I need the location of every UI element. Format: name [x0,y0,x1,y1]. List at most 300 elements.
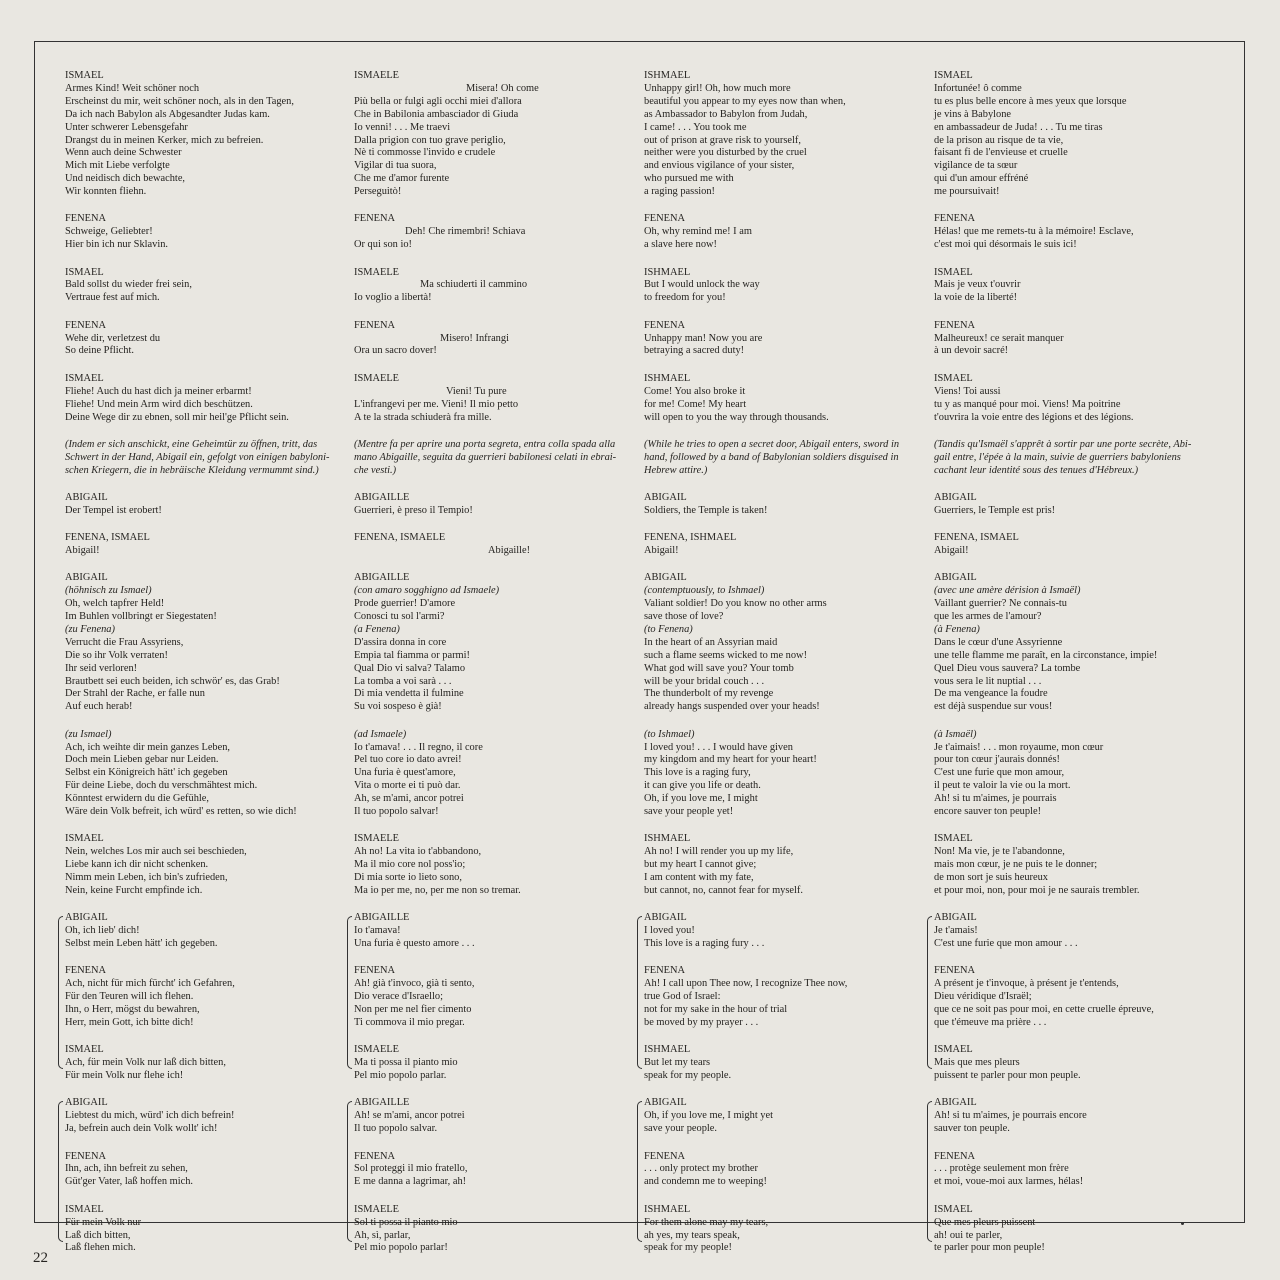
verse-line: but cannot, no, cannot fear for myself. [644,885,803,897]
speaker-name: ISMAEL [934,1203,973,1215]
ensemble-bracket [347,1101,352,1242]
libretto-block [934,1097,1202,1136]
verse-line: Doch mein Lieben gebar nur Leiden. [65,754,219,766]
verse-line: This love is a raging fury . . . [644,938,765,950]
verse-line: Io t'amava! [354,925,401,937]
libretto-block [354,532,622,558]
stage-direction: cachant leur identité sous des tenues d'Hébreux.) [934,464,1139,476]
libretto-block [644,833,912,898]
libretto-block [65,1151,333,1190]
verse-line: a raging passion! [644,186,715,198]
verse-line: que ce ne soit pas pour moi, en cette cruelle épreuve, [934,1004,1154,1016]
verse-line: Vaillant guerrier? Ne connais-tu [934,598,1068,610]
verse-line: speak for my people. [644,1070,732,1082]
verse-line: such a flame seems wicked to me now! [644,649,808,661]
libretto-block [644,373,912,425]
libretto-block [354,1097,622,1136]
speaker-name: ISHMAEL [644,1203,691,1215]
speaker-name: ISHMAEL [644,1044,691,1056]
speaker-name: ABIGAIL [65,1097,108,1109]
verse-line: Ach, für mein Volk nur laß dich bitten, [65,1057,226,1069]
verse-line: betraying a sacred duty! [644,345,745,357]
verse-line: faisant fi de l'envieuse et cruelle [934,147,1068,159]
verse-line: Könntest erwidern du die Gefühle, [65,793,209,805]
stage-direction: schen Kriegern, die in hebräische Kleidung vermummt sind.) [65,464,319,476]
verse-line: Herr, mein Gott, ich bitte dich! [65,1017,194,1029]
libretto-block [644,492,912,518]
speaker-name: ABIGAIL [65,491,108,503]
verse-line: already hangs suspended over your heads! [644,701,820,713]
speaker-name: FENENA [65,213,106,225]
speaker-name: ISMAEL [65,70,104,81]
libretto-block [65,373,333,425]
verse-line: Nein, welches Los mir auch sei beschieden, [65,846,247,858]
speaker-name: ISMAEL [65,266,104,278]
libretto-block [65,213,333,252]
verse-line: Drangst du in meinen Kerker, mich zu befreien. [65,134,264,146]
verse-line: Laß dich bitten, [65,1229,131,1241]
verse-line: Fliehe! Und mein Arm wird dich beschützen. [65,398,253,410]
verse-line: est déjà suspendue sur vous! [934,701,1053,713]
ensemble-bracket [927,916,932,1069]
verse-line: Abigail! [65,545,100,557]
verse-line: Ach, ich weihte dir mein ganzes Leben, [65,741,231,753]
libretto-block [65,572,333,714]
verse-line: puissent te parler pour mon peuple. [934,1070,1081,1082]
libretto-block [934,439,1202,478]
verse-line: Auf euch herab! [65,701,133,713]
verse-line: une telle flamme me paraît, en la circonstance, impie! [934,649,1158,661]
stage-direction: gail entre, l'épée à la main, suivie de guerriers babyloniens [934,451,1181,463]
verse-line: Pel tuo core io dato avrei! [354,754,462,766]
speaker-name: ISMAEL [934,70,973,81]
verse-line: Wäre dein Volk befreit, ich würd' es retten, so wie dich! [65,806,297,818]
verse-line: Hélas! que me remets-tu à la mémoire! Esclave, [934,226,1134,238]
speaker-name: ABIGAILLE [354,1097,410,1109]
verse-line: me poursuivait! [934,186,1000,198]
ensemble-bracket [927,1101,932,1242]
verse-line: Selbst ein Königreich hätt' ich gegeben [65,767,228,779]
verse-line: E me danna a lagrimar, ah! [354,1176,467,1188]
verse-line: Ora un sacro dover! [354,345,437,357]
libretto-block [354,1044,622,1083]
verse-line: Hier bin ich nur Sklavin. [65,239,169,251]
verse-line: Il tuo popolo salvar! [354,806,439,818]
verse-line: Su voi sospeso è già! [354,701,442,713]
verse-line: Empia tal fiamma or parmi! [354,649,470,661]
speaker-name: ISMAEL [65,833,104,845]
verse-line: save your people yet! [644,806,734,818]
libretto-block [65,965,333,1030]
speaker-name: ABIGAILLE [354,572,410,584]
verse-line: Dans le cœur d'une Assyrienne [934,636,1063,648]
stage-direction: mano Abigaille, seguita da guerrieri babilonesi celati in ebrai- [354,451,617,463]
verse-line: en ambassadeur de Juda! . . . Tu me tiras [934,121,1103,133]
libretto-block [65,320,333,359]
verse-line: Ma il mio core nol poss'io; [354,859,466,871]
speaker-name: ABIGAIL [65,912,108,924]
verse-line: que t'émeuve ma prière . . . [934,1017,1047,1029]
speaker-name: ISMAELE [354,833,400,845]
verse-line: Ah, se m'ami, ancor potrei [354,793,464,805]
column-de [65,70,333,1270]
stage-direction: (à Fenena) [934,623,980,635]
verse-line: Die so ihr Volk verraten! [65,649,168,661]
libretto-block [644,1151,912,1190]
verse-line: Wenn auch deine Schwester [65,147,182,159]
libretto-block [644,572,912,714]
verse-line: save those of love? [644,611,724,623]
verse-line: But I would unlock the way [644,279,760,291]
stage-direction: (con amaro sogghigno ad Ismaele) [354,585,500,597]
verse-line: Io voglio a libertà! [354,292,432,304]
verse-line: Io venni! . . . Me traevi [354,121,451,133]
libretto-block [934,532,1202,558]
verse-line: Quel Dieu vous sauvera? La tombe [934,662,1081,674]
verse-line: Abigail! [934,545,969,557]
verse-line: Sol proteggi il mio fratello, [354,1163,468,1175]
speaker-name: ISMAELE [354,70,400,81]
verse-line: Deine Wege dir zu ebnen, soll mir heil'ge Pflicht sein. [65,411,289,423]
libretto-block [934,912,1202,951]
libretto-block [934,572,1202,714]
verse-line: Una furia è questo amore . . . [354,938,475,950]
speaker-name: ISHMAEL [644,372,691,384]
verse-line: This love is a raging fury, [644,767,751,779]
speaker-name: ISMAELE [354,372,400,384]
libretto-block [354,1151,622,1190]
libretto-block [354,912,622,951]
speaker-name: ISMAEL [934,372,973,384]
verse-line: à un devoir sacré! [934,345,1009,357]
verse-line: speak for my people! [644,1242,733,1254]
libretto-block [65,439,333,478]
verse-line: Für mein Volk nur flehe ich! [65,1070,184,1082]
verse-line: So deine Pflicht. [65,345,134,357]
verse-line: who pursued me with [644,173,734,185]
verse-line: Ah no! La vita io t'abbandono, [354,846,482,858]
verse-line: Ah! si tu m'aimes, je pourrais encore [934,1110,1087,1122]
verse-line: Wir konnten fliehn. [65,186,147,198]
libretto-block [354,833,622,898]
libretto-block [65,1097,333,1136]
verse-line: Unhappy man! Now you are [644,332,763,344]
verse-line: Pel mio popolo parlar! [354,1242,448,1254]
verse-line: will open to you the way through thousands. [644,411,829,423]
verse-line: I am content with my fate, [644,872,754,884]
verse-line: Nimm mein Leben, ich bin's zufrieden, [65,872,228,884]
verse-line: qui d'un amour effréné [934,173,1029,185]
verse-line: Ihn, o Herr, mögst du bewahren, [65,1004,200,1016]
verse-line: il peut te valoir la vie ou la mort. [934,780,1071,792]
verse-line: Mais je veux t'ouvrir [934,279,1021,291]
verse-line: I came! . . . You took me [644,121,747,133]
ensemble-bracket [58,1101,63,1242]
verse-line: Bald sollst du wieder frei sein, [65,279,192,291]
verse-line: Oh, if you love me, I might yet [644,1110,773,1122]
libretto-block [354,70,622,199]
speaker-name: FENENA [934,1150,975,1162]
speaker-name: ABIGAILLE [354,491,410,503]
speaker-name: FENENA, ISMAEL [65,532,150,544]
libretto-block [65,833,333,898]
verse-line: Vigilar di tua suora, [354,160,437,172]
verse-line: Vieni! Tu pure [446,385,507,397]
verse-line: vigilance de ta sœur [934,160,1018,172]
libretto-block [934,1044,1202,1083]
libretto-block [644,439,912,478]
verse-line: Unter schwerer Lebensgefahr [65,121,188,133]
verse-line: Ihr seid verloren! [65,662,138,674]
libretto-block [354,213,622,252]
verse-line: out of prison at grave risk to yourself, [644,134,801,146]
libretto-block [354,572,622,714]
stage-direction: (Mentre fa per aprire una porta segreta, entra colla spada alla [354,438,616,450]
speaker-name: ISMAELE [354,1044,400,1056]
verse-line: Di mia vendetta il fulmine [354,688,464,700]
libretto-block [934,213,1202,252]
verse-line: Viens! Toi aussi [934,385,1001,397]
verse-line: Für deine Liebe, doch du verschmähtest mich. [65,780,258,792]
stage-direction: (to Ishmael) [644,728,695,740]
verse-line: my kingdom and my heart for your heart! [644,754,817,766]
verse-line: mais mon cœur, je ne puis te le donner; [934,859,1098,871]
libretto-block [644,729,912,819]
verse-line: . . . protège seulement mon frère [934,1163,1069,1175]
verse-line: C'est une furie que mon amour, [934,767,1065,779]
speaker-name: FENENA, ISMAELE [354,532,446,544]
libretto-block [354,1204,622,1256]
verse-line: t'ouvrira la voie entre des légions et des légions. [934,411,1134,423]
libretto-block [354,320,622,359]
verse-line: not for my sake in the hour of trial [644,1004,788,1016]
libretto-block [354,965,622,1030]
verse-line: Che in Babilonia ambasciador di Giuda [354,108,519,120]
speaker-name: FENENA [65,1150,106,1162]
verse-line: La tomba a voi sarà . . . [354,675,452,687]
stage-direction: (zu Fenena) [65,623,115,635]
verse-line: et moi, voue-moi aux larmes, hélas! [934,1176,1084,1188]
verse-line: Ah, sì, parlar, [354,1229,411,1241]
speaker-name: FENENA, ISMAEL [934,532,1019,544]
stage-direction: (Tandis qu'Ismaël s'apprêt à sortir par une porte secrète, Abi- [934,438,1192,450]
speaker-name: FENENA [644,1150,685,1162]
verse-line: Di mia sorte io lieto sono, [354,872,462,884]
stage-direction: (Indem er sich anschickt, eine Geheimtür zu öffnen, tritt, das [65,438,318,450]
verse-line: je vins à Babylone [934,108,1012,120]
speaker-name: ISMAEL [934,1044,973,1056]
libretto-block [934,70,1202,199]
verse-line: Malheureux! ce serait manquer [934,332,1064,344]
verse-line: Come! You also broke it [644,385,746,397]
speaker-name: FENENA [354,1150,395,1162]
speaker-name: ISMAEL [934,833,973,845]
verse-line: be moved by my prayer . . . [644,1017,759,1029]
verse-line: sauver ton peuple. [934,1123,1010,1135]
speaker-name: ABIGAIL [65,572,108,584]
verse-line: L'infrangevi per me. Vieni! Il mio petto [354,398,519,410]
verse-line: Oh, if you love me, I might [644,793,758,805]
verse-line: Vertraue fest auf mich. [65,292,160,304]
verse-line: will be your bridal couch . . . [644,675,765,687]
libretto-block [354,439,622,478]
verse-line: Je t'aimais! . . . mon royaume, mon cœur [934,741,1104,753]
speaker-name: ISMAEL [934,266,973,278]
speaker-name: ISMAEL [65,1203,104,1215]
verse-line: I loved you! . . . I would have given [644,741,793,753]
verse-line: . . . only protect my brother [644,1163,758,1175]
ensemble-bracket [347,916,352,1069]
verse-line: Ma io per me, no, per me non so tremar. [354,885,521,897]
verse-line: D'assira donna in core [354,636,447,648]
speaker-name: ABIGAIL [934,572,977,584]
speaker-name: FENENA [644,319,685,331]
verse-line: Oh, ich lieb' dich! [65,925,140,937]
speaker-name: FENENA [934,213,975,225]
verse-line: Qual Dio vi salva? Talamo [354,662,466,674]
verse-line: a slave here now! [644,239,717,251]
verse-line: A te la strada schiuderà fra mille. [354,411,492,423]
stage-direction: hand, followed by a band of Babylonian soldiers disguised in [644,451,899,463]
verse-line: Sol ti possa il pianto mio [354,1216,458,1228]
verse-line: Güt'ger Vater, laß hoffen mich. [65,1176,194,1188]
verse-line: Liebtest du mich, würd' ich dich befrein! [65,1110,235,1122]
libretto-block [644,532,912,558]
verse-line: Im Buhlen vollbringt er Siegestaten! [65,611,217,623]
speaker-name: ISHMAEL [644,70,691,81]
speaker-name: FENENA [65,965,106,977]
libretto-block [644,1097,912,1136]
verse-line: Ma schiuderti il cammino [420,279,528,291]
verse-line: Ah! I call upon Thee now, I recognize Thee now, [644,978,848,990]
verse-line: Armes Kind! Weit schöner noch [65,82,200,94]
stage-direction: (a Fenena) [354,623,400,635]
verse-line: de mon sort je suis heureux [934,872,1048,884]
ensemble-bracket [58,916,63,1069]
verse-line: Schweige, Geliebter! [65,226,153,238]
libretto-block [65,1044,333,1083]
verse-line: Ach, nicht für mich fürcht' ich Gefahren, [65,978,235,990]
libretto-block [65,267,333,306]
libretto-block [934,267,1202,306]
libretto-block [934,1204,1202,1256]
verse-line: I loved you! [644,925,695,937]
speaker-name: ABIGAIL [644,491,687,503]
verse-line: Soldiers, the Temple is taken! [644,504,768,516]
verse-line: Ma ti possa il pianto mio [354,1057,458,1069]
verse-line: Der Tempel ist erobert! [65,504,162,516]
libretto-block [354,492,622,518]
verse-line: save your people. [644,1123,717,1135]
verse-line: Abigail! [644,545,679,557]
verse-line: Dieu véridique d'Israël; [934,991,1032,1003]
libretto-block [934,965,1202,1030]
libretto-block [65,912,333,951]
verse-line: tu es plus belle encore à mes yeux que lorsque [934,95,1127,107]
speaker-name: ISMAELE [354,1203,400,1215]
speaker-name: ABIGAILLE [354,912,410,924]
verse-line: neither were you disturbed by the cruel [644,147,807,159]
verse-line: Da ich nach Babylon als Abgesandter Judas kam. [65,108,270,120]
speaker-name: FENENA [354,965,395,977]
verse-line: Infortunée! ô comme [934,82,1022,94]
verse-line: ah! oui te parler, [934,1229,1003,1241]
libretto-block [644,70,912,199]
verse-line: Unhappy girl! Oh, how much more [644,82,791,94]
verse-line: Non! Ma vie, je te l'abandonne, [934,846,1065,858]
speaker-name: FENENA [934,319,975,331]
stage-direction: (avec une amère dérision à Ismaël) [934,585,1081,597]
verse-line: Nè ti commosse l'invido e crudele [354,147,496,159]
page-number: 22 [33,1250,48,1266]
libretto-block [644,213,912,252]
verse-line: Brautbett sei euch beiden, ich schwör' es, das Grab! [65,675,280,687]
verse-line: Dalla prigion con tuo grave periglio, [354,134,506,146]
verse-line: Nein, keine Furcht empfinde ich. [65,885,203,897]
libretto-block [644,1044,912,1083]
verse-line: and envious vigilance of your sister, [644,160,795,172]
speaker-name: ISMAEL [65,1044,104,1056]
libretto-block [934,729,1202,819]
verse-line: But let my tears [644,1057,711,1069]
verse-line: true God of Israel: [644,991,721,1003]
stage-direction: (to Fenena) [644,623,693,635]
verse-line: for me! Come! My heart [644,398,747,410]
verse-line: Oh, why remind me! I am [644,226,752,238]
speaker-name: FENENA [934,965,975,977]
verse-line: Io t'amava! . . . Il regno, il core [354,741,483,753]
verse-line: Prode guerrier! D'amore [354,598,456,610]
speaker-name: FENENA [644,213,685,225]
libretto-block [644,912,912,951]
verse-line: Je t'amais! [934,925,978,937]
verse-line: Ah! se m'ami, ancor potrei [354,1110,465,1122]
verse-line: Der Strahl der Rache, er falle nun [65,688,205,700]
verse-line: as Ambassador to Babylon from Judah, [644,108,808,120]
stage-direction: (zu Ismael) [65,728,112,740]
verse-line: In the heart of an Assyrian maid [644,636,778,648]
stage-direction: (contemptuously, to Ishmael) [644,585,765,597]
column-it [354,70,622,1270]
stage-direction: (ad Ismaele) [354,728,407,740]
stage-direction: (höhnisch zu Ismael) [65,585,152,597]
verse-line: Valiant soldier! Do you know no other arms [644,598,827,610]
libretto-block [354,729,622,819]
verse-line: Selbst mein Leben hätt' ich gegeben. [65,938,218,950]
verse-line: Für den Teuren will ich flehen. [65,991,194,1003]
ink-dot [1181,1222,1184,1225]
verse-line: Conosci tu sol l'armi? [354,611,445,623]
verse-line: te parler pour mon peuple! [934,1242,1045,1254]
speaker-name: ISHMAEL [644,266,691,278]
verse-line: la voie de la liberté! [934,292,1018,304]
verse-line: Che me d'amor furente [354,173,450,185]
verse-line: Ja, befrein auch dein Volk wollt' ich! [65,1123,218,1135]
verse-line: que les armes de l'amour? [934,611,1042,623]
speaker-name: FENENA [65,319,106,331]
verse-line: The thunderbolt of my revenge [644,688,774,700]
verse-line: Più bella or fulgi agli occhi miei d'allora [354,95,522,107]
verse-line: beautiful you appear to my eyes now than when, [644,95,846,107]
libretto-block [354,267,622,306]
verse-line: and condemn me to weeping! [644,1176,767,1188]
speaker-name: FENENA [354,319,395,331]
speaker-name: FENENA [644,965,685,977]
verse-line: Oh, welch tapfrer Held! [65,598,165,610]
stage-direction: Schwert in der Hand, Abigail ein, gefolgt von einigen babyloni- [65,451,330,463]
verse-line: Ah! si tu m'aimes, je pourrais [934,793,1057,805]
speaker-name: ABIGAIL [644,572,687,584]
